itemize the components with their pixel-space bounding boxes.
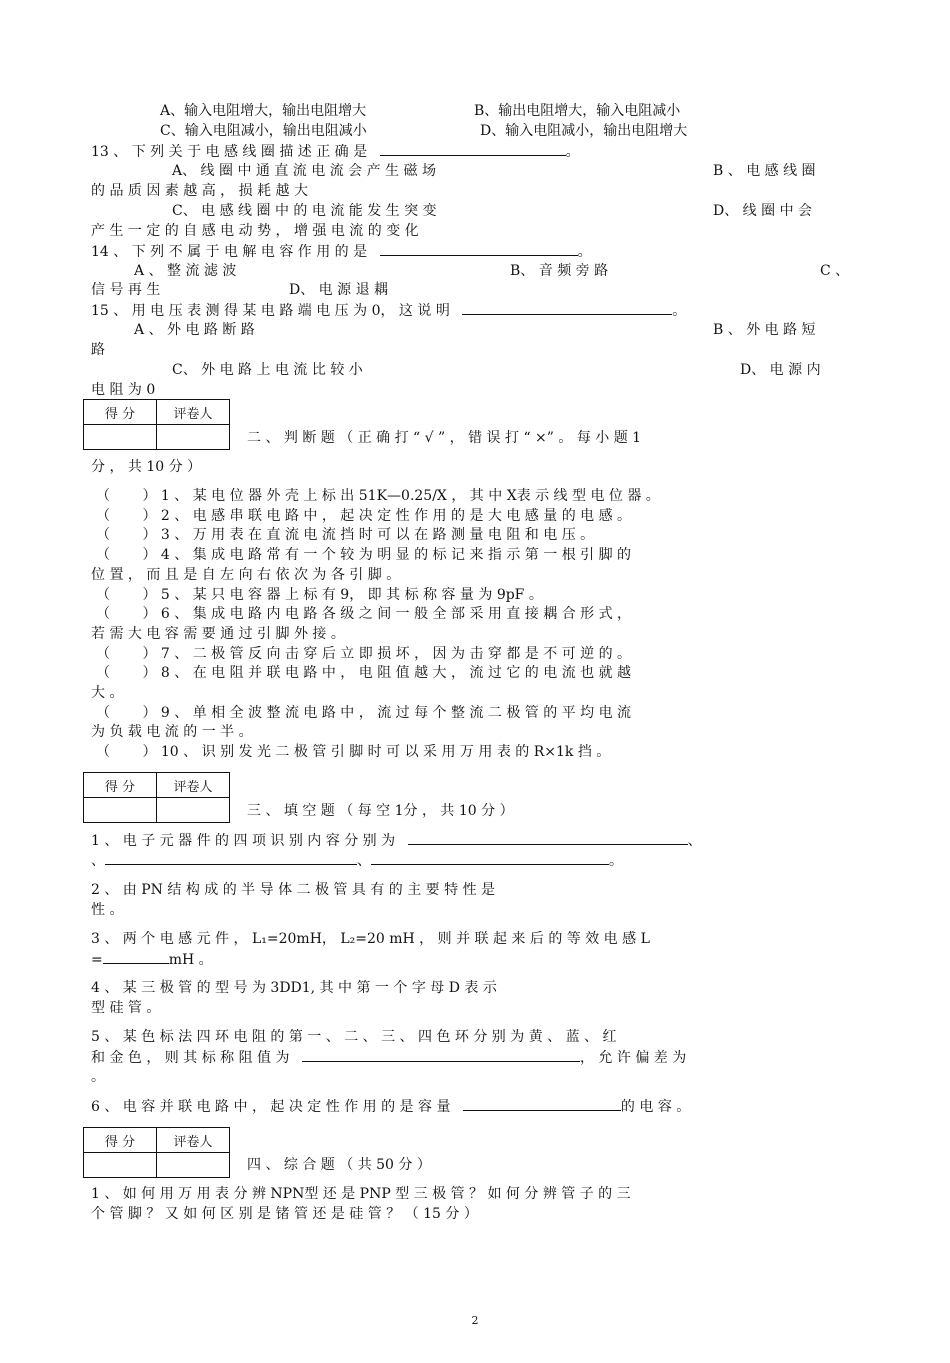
fill-q5-blank-value[interactable]: [302, 1047, 580, 1062]
fill-q6-line: 6 、 电 容 并 联 电 路 中 ， 起 决 定 性 作 用 的 是 容 量 的 电 容 。: [91, 1096, 690, 1117]
fill-q4-line2: 型 硅 管 。: [91, 1000, 161, 1016]
judge-item-6: （ ） 6 、 集 成 电 路 内 电 路 各 级 之 间 一 般 全 部 采 用 直 接 耦 合 形 式 ，: [96, 606, 632, 622]
judge-item-4-cont: 位 置 ， 而 且 是 自 左 向 右 依 次 为 各 引 脚 。: [91, 567, 401, 583]
score-cell[interactable]: [84, 1153, 157, 1178]
q13-option-d-cont: 产 生 一 定 的 自 感 电 动 势 ， 增 强 电 流 的 变 化: [91, 223, 419, 239]
section4-title: 四 、 综 合 题 （ 共 50 分 ）: [247, 1157, 431, 1173]
q14-option-a: A 、 整 流 滤 波: [134, 263, 237, 279]
judge-item-6-cont: 若 需 大 电 容 需 要 通 过 引 脚 外 接 。: [91, 626, 345, 642]
q13-stem: 13 、 下 列 关 于 电 感 线 圈 描 述 正 确 是: [91, 144, 368, 160]
q14-stem-line: 14 、 下 列 不 属 于 电 解 电 容 作 用 的 是 。: [91, 241, 592, 262]
score-cell[interactable]: [84, 425, 157, 450]
fill-q2-line2: 性 。: [91, 902, 124, 918]
q14-option-c-cont: 信 号 再 生: [91, 282, 161, 298]
judge-item-3: （ ） 3 、 万 用 表 在 直 流 电 流 挡 时 可 以 在 路 测 量 电 阻 和 电 压 。: [96, 527, 595, 543]
section2-title-cont: 分 ， 共 10 分 ）: [91, 459, 202, 475]
fill-q5-line3: 。: [91, 1069, 105, 1085]
grader-cell[interactable]: [157, 425, 230, 450]
section2-title: 二 、 判 断 题 （ 正 确 打 “ √ ” ， 错 误 打 “ ×” 。 每 小 题 1: [247, 430, 642, 446]
q15-option-b: B 、 外 电 路 短: [713, 322, 816, 338]
judge-item-9: （ ） 9 、 单 相 全 波 整 流 电 路 中 ， 流 过 每 个 整 流 二 极 管 的 平 均 电 流: [96, 705, 632, 721]
q15-option-d-cont: 电 阻 为 0: [91, 382, 156, 398]
q14-option-c: C 、: [820, 263, 850, 279]
q12-option-b: B、输出电阻增大，输入电阻减小: [474, 103, 681, 119]
q12-option-d: D、输入电阻减小，输出电阻增大: [480, 123, 688, 139]
fill-q1-line1: 1 、 电 子 元 器 件 的 四 项 识 别 内 容 分 别 为 、: [91, 830, 702, 851]
judge-item-8-cont: 大 。: [91, 685, 124, 701]
fill-q1-blank-3[interactable]: [371, 850, 609, 865]
q14-stem: 14 、 下 列 不 属 于 电 解 电 容 作 用 的 是: [91, 244, 368, 260]
fill-q2-line1: 2 、 由 PN 结 构 成 的 半 导 体 二 极 管 具 有 的 主 要 特 性 是: [91, 882, 496, 898]
comp-q1-line1: 1 、 如 何 用 万 用 表 分 辨 NPN型 还 是 PNP 型 三 极 管 ？ 如 何 分 辨 管 子 的 三: [91, 1186, 631, 1202]
q15-answer-blank[interactable]: [462, 300, 672, 315]
comp-q1-line2: 个 管 脚 ？ 又 如 何 区 别 是 锗 管 还 是 硅 管 ？ （ 15 分 ）: [91, 1206, 478, 1222]
fill-q4-line1: 4 、 某 三 极 管 的 型 号 为 3DD1, 其 中 第 一 个 字 母 D 表 示: [91, 980, 497, 996]
grader-label: 评卷人: [157, 400, 230, 425]
score-label: 得 分: [84, 773, 157, 798]
q14-option-b: B、 音 频 旁 路: [510, 263, 609, 279]
judge-item-5: （ ） 5 、 某 只 电 容 器 上 标 有 9， 即 其 标 称 容 量 为 9pF 。: [96, 587, 543, 603]
fill-q3-line1: 3 、 两 个 电 感 元 件 ， L₁=20mH， L₂=20 mH ， 则 并 联 起 来 后 的 等 效 电 感 L: [91, 931, 650, 947]
judge-item-10: （ ） 10 、 识 别 发 光 二 极 管 引 脚 时 可 以 采 用 万 用 表 的 R×1k 挡 。: [96, 744, 611, 760]
fill-q1-blank-2[interactable]: [105, 850, 357, 865]
judge-item-8: （ ） 8 、 在 电 阻 并 联 电 路 中 ， 电 阻 值 越 大 ， 流 过 它 的 电 流 也 就 越: [96, 665, 632, 681]
q13-stem-line: 13 、 下 列 关 于 电 感 线 圈 描 述 正 确 是 。: [91, 141, 580, 162]
q13-option-d: D、 线 圈 中 会: [713, 203, 813, 219]
q14-option-d: D、 电 源 退 耦: [289, 282, 389, 298]
judge-item-1: （ ） 1 、 某 电 位 器 外 壳 上 标 出 51K—0.25/X ， 其 中 X表 示 线 型 电 位 器 。: [96, 488, 660, 504]
q13-option-a: A、 线 圈 中 通 直 流 电 流 会 产 生 磁 场: [172, 163, 436, 179]
q14-answer-blank[interactable]: [380, 241, 578, 256]
q12-option-a: A、输入电阻增大，输出电阻增大: [160, 103, 367, 119]
fill-q1-line2: 、 、 。: [91, 850, 623, 871]
score-box-section3: [83, 772, 230, 823]
q12-option-c: C、输入电阻减小，输出电阻减小: [160, 123, 367, 139]
fill-q5-line2: 和 金 色 ， 则 其 标 称 阻 值 为 ， 允 许 偏 差 为: [91, 1047, 686, 1068]
q15-option-c: C、 外 电 路 上 电 流 比 较 小: [172, 362, 363, 378]
q15-stem-line: 15 、 用 电 压 表 测 得 某 电 路 端 电 压 为 0， 这 说 明 。: [91, 300, 686, 321]
q13-answer-blank[interactable]: [380, 141, 566, 156]
grader-cell[interactable]: [157, 798, 230, 823]
q13-option-b: B 、 电 感 线 圈: [713, 163, 816, 179]
score-box-section2: [83, 399, 230, 450]
fill-q5-line1: 5 、 某 色 标 法 四 环 电 阻 的 第 一 、 二 、 三 、 四 色 环 分 别 为 黄 、 蓝 、 红: [91, 1029, 617, 1045]
judge-item-9-cont: 为 负 载 电 流 的 一 半 。: [91, 724, 253, 740]
q13-option-c: C、 电 感 线 圈 中 的 电 流 能 发 生 突 变: [172, 203, 437, 219]
grader-label: 评卷人: [157, 1128, 230, 1153]
judge-item-7: （ ） 7 、 二 极 管 反 向 击 穿 后 立 即 损 坏 ， 因 为 击 穿 都 是 不 可 逆 的 。: [96, 646, 632, 662]
grader-cell[interactable]: [157, 1153, 230, 1178]
fill-q6-blank[interactable]: [463, 1096, 621, 1111]
q13-option-b-cont: 的 品 质 因 素 越 高 ， 损 耗 越 大: [91, 183, 308, 199]
q15-option-a: A 、 外 电 路 断 路: [134, 322, 255, 338]
score-box-section4: [83, 1127, 230, 1178]
judge-item-4: （ ） 4 、 集 成 电 路 常 有 一 个 较 为 明 显 的 标 记 来 指 示 第 一 根 引 脚 的: [96, 547, 632, 563]
q15-stem: 15 、 用 电 压 表 测 得 某 电 路 端 电 压 为 0， 这 说 明: [91, 303, 450, 319]
fill-q1-blank-1[interactable]: [408, 830, 688, 845]
grader-label: 评卷人: [157, 773, 230, 798]
score-label: 得 分: [84, 1128, 157, 1153]
q15-option-d: D、 电 源 内: [740, 362, 821, 378]
fill-q3-line2: = mH 。: [91, 949, 213, 970]
score-label: 得 分: [84, 400, 157, 425]
score-cell[interactable]: [84, 798, 157, 823]
q15-option-b-cont: 路: [91, 342, 105, 358]
judge-item-2: （ ） 2 、 电 感 串 联 电 路 中 ， 起 决 定 性 作 用 的 是 大 电 感 量 的 电 感 。: [96, 508, 632, 524]
section3-title: 三 、 填 空 题 （ 每 空 1分 ， 共 10 分 ）: [247, 803, 514, 819]
fill-q3-blank[interactable]: [103, 949, 169, 964]
page-number: 2: [471, 1314, 479, 1327]
